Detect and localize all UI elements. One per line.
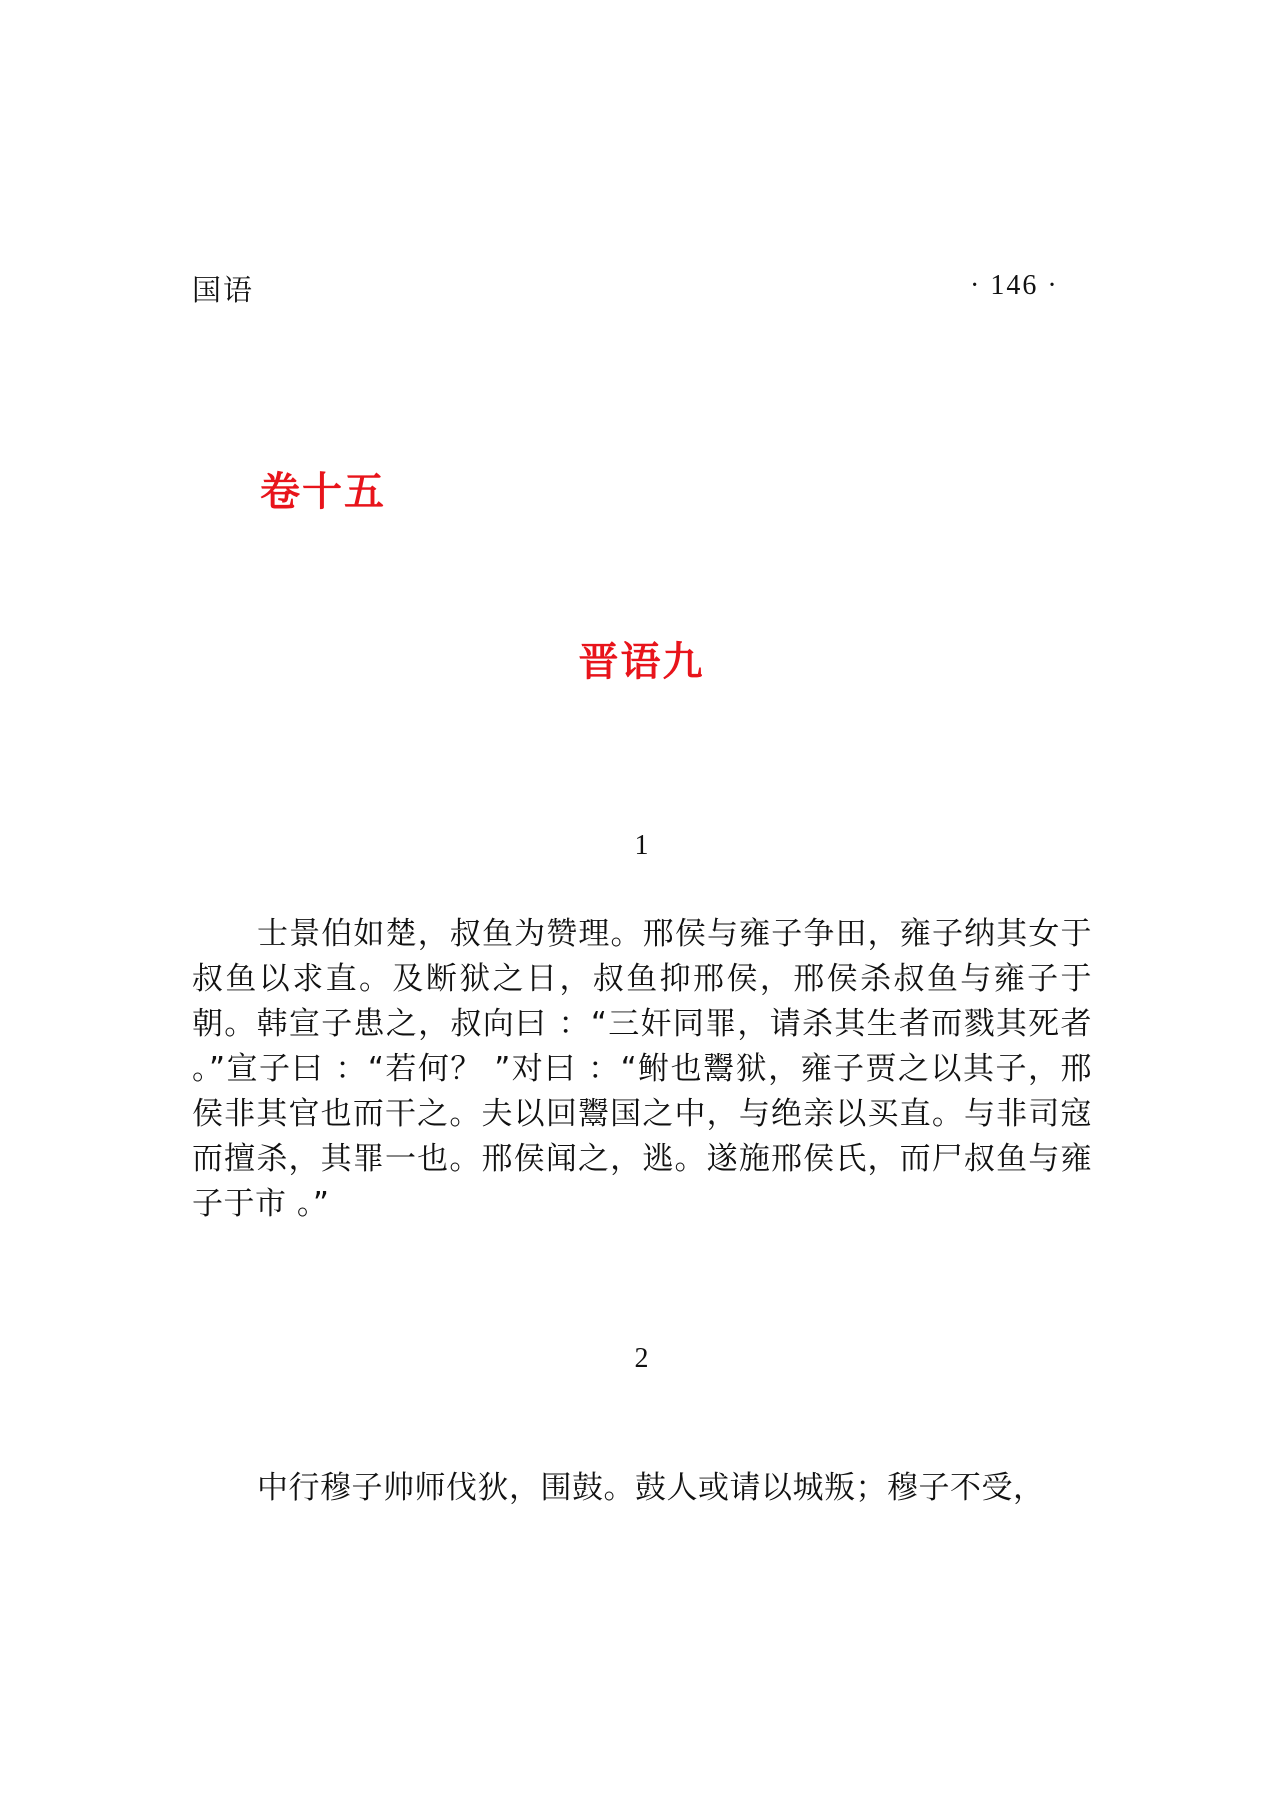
running-head-book-title: 国语 <box>192 273 255 307</box>
chapter-title: 晋语九 <box>578 639 705 685</box>
page-number: · 146 · <box>970 270 1059 301</box>
section-number: 2 <box>634 1343 649 1374</box>
section-paragraph: 士景伯如楚，叔鱼为赞理。邢侯与雍子争田，雍子纳其女于叔鱼以求直。及断狱之日，叔鱼抑邢侯，邢侯杀叔鱼与雍子于朝。韩宣子患之，叔向曰 ：“三奸同罪，请杀其生者而戮其死者 。”宣子曰 ：“若何？ ”对曰 ：“鲋也鬻狱，雍子贾之以其子，邢侯非其官也而干之。夫以回鬻国之中，与绝亲以买直。与非司寇而擅杀，其罪一也。邢侯闻之，逃。遂施邢侯氏，而尸叔鱼与雍子于市 。” <box>192 916 1092 1222</box>
volume-title: 卷十五 <box>260 469 386 515</box>
section-number: 1 <box>634 830 649 861</box>
section-paragraph: 中行穆子帅师伐狄，围鼓。鼓人或请以城叛；穆子不受， <box>257 1470 1045 1506</box>
